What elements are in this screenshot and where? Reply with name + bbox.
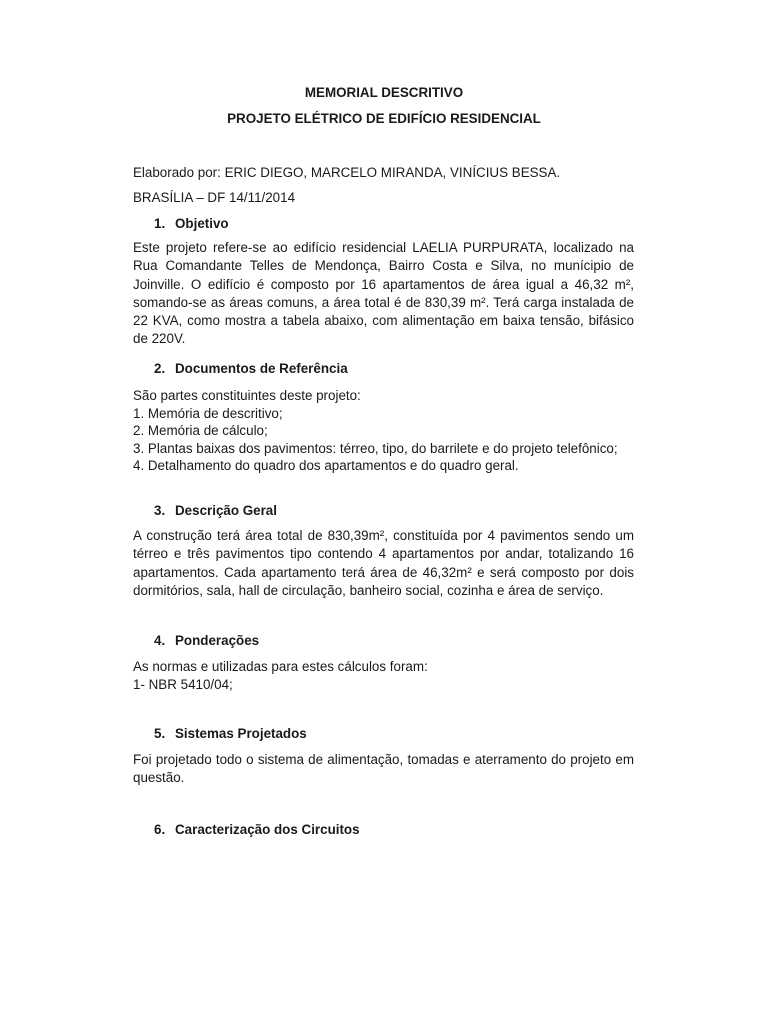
list-item: 1- NBR 5410/04; (133, 676, 233, 692)
section-number: 3. (154, 503, 166, 518)
list-item: 4. Detalhamento do quadro dos apartamentos e do quadro geral. (133, 458, 519, 473)
section-number: 4. (154, 633, 166, 648)
section-3-heading (154, 503, 277, 518)
section-title: Descrição Geral (175, 503, 277, 518)
list-intro: As normas e utilizadas para estes cálculos foram: (133, 659, 428, 674)
document-title: MEMORIAL DESCRITIVO (304, 85, 464, 100)
section-title: Documentos de Referência (175, 361, 348, 376)
place-date-line: BRASÍLIA – DF 14/11/2014 (133, 190, 296, 205)
section-title: Sistemas Projetados (175, 726, 307, 741)
list-intro: São partes constituintes deste projeto: (133, 388, 361, 403)
section-5-heading (154, 726, 307, 741)
section-number: 1. (154, 216, 166, 231)
section-2-heading (154, 361, 348, 376)
section-2-list (133, 387, 618, 475)
section-title: Caracterização dos Circuitos (175, 822, 360, 837)
section-5-paragraph: Foi projetado todo o sistema de alimentação, tomadas e aterramento do projeto em questão. (133, 752, 634, 786)
section-title: Objetivo (175, 216, 229, 231)
section-number: 2. (154, 361, 166, 376)
section-4-list (133, 658, 428, 693)
section-1-paragraph: Este projeto refere-se ao edifício residencial LAELIA PURPURATA, localizado na Rua Comandante Telles de Mendonça, Bairro Costa e Silva, no munícipio de Joinville. O edifício é composto por 16 apartamentos de área igual a 46,32 m², somando-se as áreas comuns, a área total é de 830,39 m². Terá carga instalada de 22 KVA, como mostra a tabela abaixo, com alimentação em baixa tensão, bifásico de 220V. (133, 240, 634, 347)
section-title: Ponderações (175, 633, 260, 648)
document-subtitle: PROJETO ELÉTRICO DE EDIFÍCIO RESIDENCIAL (227, 111, 541, 126)
authors-line: Elaborado por: ERIC DIEGO, MARCELO MIRANDA, VINÍCIUS BESSA. (133, 165, 561, 180)
section-6-heading (154, 822, 360, 837)
section-4-heading (154, 633, 259, 648)
list-item: 2. Memória de cálculo; (133, 423, 268, 438)
list-item: 3. Plantas baixas dos pavimentos: térreo, tipo, do barrilete e do projeto telefônico; (133, 440, 618, 456)
list-item: 1. Memória de descritivo; (133, 405, 283, 421)
section-3-paragraph: A construção terá área total de 830,39m², constituída por 4 pavimentos sendo um térreo e três pavimentos tipo contendo 4 apartamentos por andar, totalizando 16 apartamentos. Cada apartamento terá área de 46,32m² e será composto por dois dormitórios, sala, hall de circulação, banheiro social, cozinha e área de serviço. (133, 528, 634, 598)
section-number: 6. (154, 822, 166, 837)
section-number: 5. (154, 726, 166, 741)
section-1-heading (154, 216, 229, 231)
